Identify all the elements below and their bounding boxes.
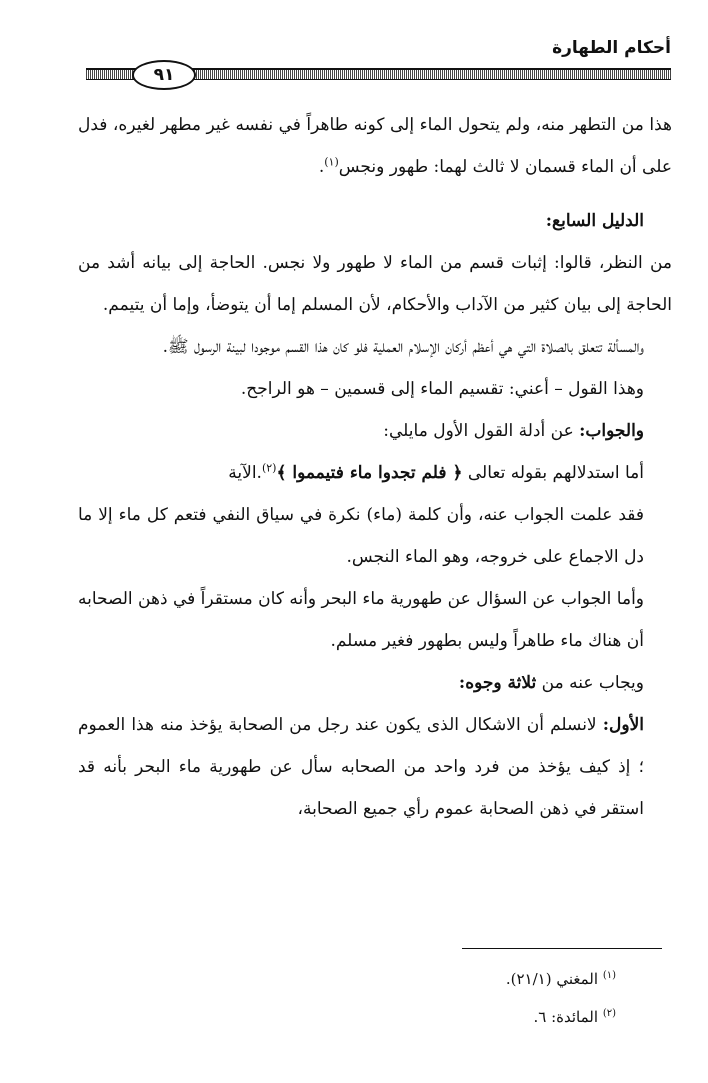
footnotes (78, 960, 672, 1036)
book-title: أحكام الطهارة (552, 38, 671, 58)
paragraph: والجواب: عن أدلة القول الأول مايلي: (383, 421, 644, 441)
paragraph: ويجاب عنه من ثلاثة وجوه: (458, 673, 644, 693)
paragraph: وأما الجواب عن السؤال عن طهورية ماء البحر وأنه كان مستقراً في ذهن الصحابه أن هناك ماء طاهراً وليس بطهور فغير مسلم. (78, 589, 644, 651)
footnote: $^{(١)}$ المغني (٢١/١). (505, 970, 616, 988)
paragraph: أما استدلالهم بقوله تعالى ﴿ فلم تجدوا ماء فتيمموا ﴾$^{(٢)}$.الآية (228, 461, 644, 483)
main-text (78, 104, 672, 830)
paragraph: فقد علمت الجواب عنه، وأن كلمة (ماء) نكرة في سياق النفي فتعم كل ماء إلا ما دل الاجماع على خروجه، وهو الماء النجس. (78, 505, 644, 567)
quran-verse: ﴿ فلم تجدوا ماء فتيمموا ﴾ (276, 463, 463, 483)
paragraph: والمسألة تتعلق بالصلاة التي هي أعظم أركان الإسلام العملية فلو كان هذا القسم موجودا لبينة الرسول ﷺ. (162, 337, 644, 357)
footnote: $^{(٢)}$ المائدة: ٦. (533, 1008, 616, 1026)
paragraph: من النظر، قالوا: إثبات قسم من الماء لا طهور ولا نجس. الحاجة إلى بيانه أشد من الحاجة إلى بيان كثير من الآداب والأحكام، لأن المسلم إما أن يتوضأ، وإما أن يتيمم. (78, 253, 672, 315)
paragraph: الأول: لانسلم أن الاشكال الذى يكون عند رجل من الصحابة يؤخذ منه هذا العموم ؛ إذ كيف يؤخذ من فرد واحد من الصحابه سأل عن طهورية ماء البحر بأنه قد استقر في ذهن الصحابة عموم رأي جميع الصحابة، (78, 715, 644, 819)
page-header (86, 38, 671, 62)
footnote-divider (462, 948, 662, 949)
paragraph: هذا من التطهر منه، ولم يتحول الماء إلى كونه طاهراً في نفسه غير مطهر لغيره، فدل على أن الماء قسمان لا ثالث لهما: طهور ونجس$^{(١)}$. (78, 115, 672, 177)
answer-lead: والجواب: (579, 421, 644, 441)
bold-phrase: ثلاثة وجوه: (458, 673, 537, 693)
footnote-ref: (١) (324, 155, 339, 169)
footnote-ref: (٢) (261, 461, 277, 475)
page-number: ٩١ (132, 60, 196, 90)
paragraph: وهذا القول – أعني: تقسيم الماء إلى قسمين – هو الراجح. (240, 379, 644, 399)
point-lead: الأول: (602, 715, 644, 735)
section-heading: الدليل السابع: (545, 211, 644, 231)
